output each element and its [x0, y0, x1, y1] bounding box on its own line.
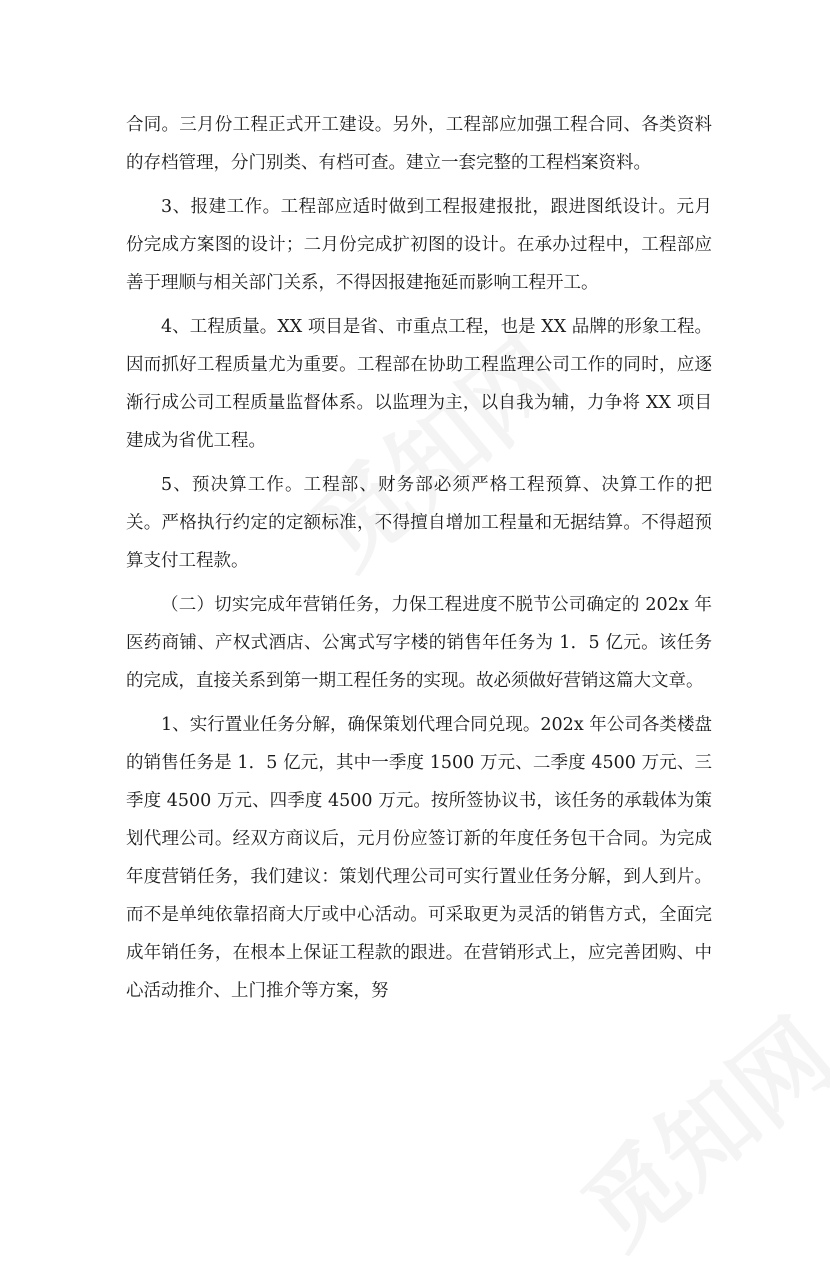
- watermark: [550, 983, 830, 1273]
- paragraph-task-breakdown: 1、实行置业任务分解，确保策划代理合同兑现。202x 年公司各类楼盘的销售任务是 1．5 亿元，其中一季度 1500 万元、二季度 4500 万元、三季度 4500 万元、四季度 4500 万元。按所签协议书，该任务的承载体为策划代理公司。经双方商议后，元月份应签订新的年度任务包干合同。为完成年度营销任务，我们建议：策划代理公司可实行置业任务分解，到人到片。而不是单纯依靠招商大厅或中心活动。可采取更为灵活的销售方式，全面完成年销任务，在根本上保证工程款的跟进。在营销形式上，应完善团购、中心活动推介、上门推介等方案，努: [126, 715, 712, 1001]
- document-body: [126, 106, 712, 1016]
- paragraph-project-quality: 4、工程质量。XX 项目是省、市重点工程，也是 XX 品牌的形象工程。因而抓好工程质量尤为重要。工程部在协助工程监理公司工作的同时，应逐渐行成公司工程质量监督体系。以监理为主，以自我为辅，力争将 XX 项目建成为省优工程。: [126, 317, 712, 451]
- paragraph-budget-settlement: 5、预决算工作。工程部、财务部必须严格工程预算、决算工作的把关。严格执行约定的定额标准，不得擅自增加工程量和无据结算。不得超预算支付工程款。: [126, 475, 712, 571]
- paragraph-continued: 合同。三月份工程正式开工建设。另外，工程部应加强工程合同、各类资料的存档管理，分门别类、有档可查。建立一套完整的工程档案资料。: [126, 115, 712, 173]
- paragraph-sales-target: （二）切实完成年营销任务，力保工程进度不脱节公司确定的 202x 年医药商铺、产权式酒店、公寓式写字楼的销售年任务为 1．5 亿元。该任务的完成，直接关系到第一期工程任务的实现。故必须做好营销这篇大文章。: [126, 595, 712, 691]
- paragraph-filing-work: 3、报建工作。工程部应适时做到工程报建报批，跟进图纸设计。元月份完成方案图的设计；二月份完成扩初图的设计。在承办过程中，工程部应善于理顺与相关部门关系，不得因报建拖延而影响工程开工。: [126, 197, 712, 293]
